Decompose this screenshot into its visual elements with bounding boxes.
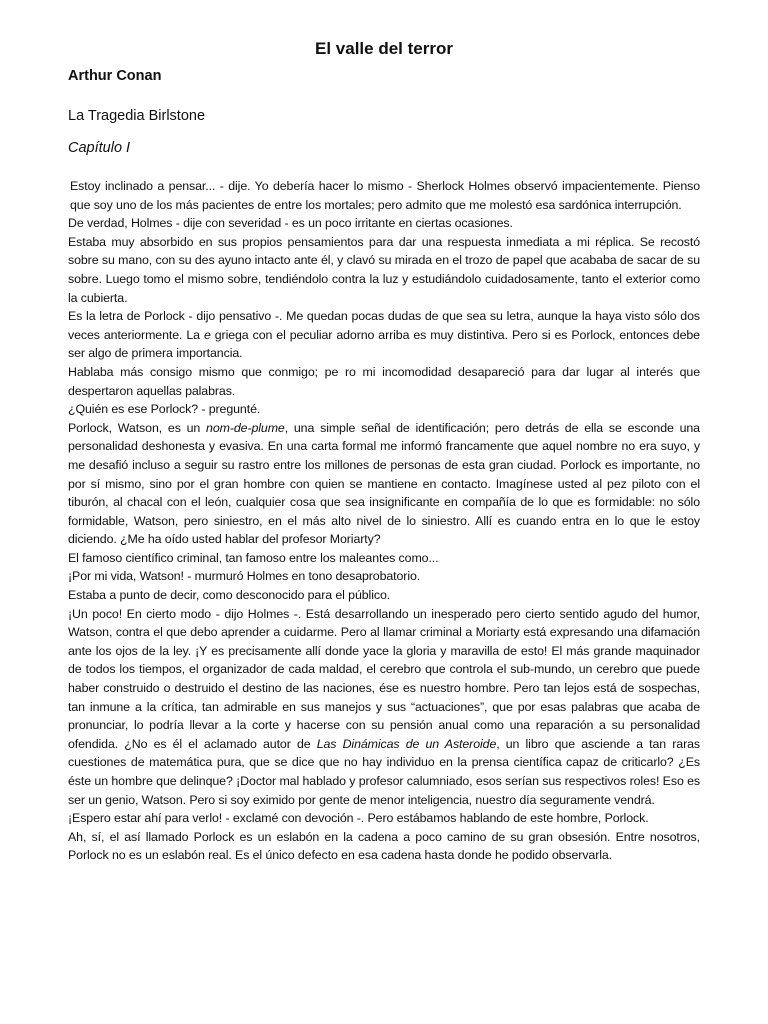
chapter-body	[68, 177, 700, 865]
document-title: El valle del terror	[315, 39, 453, 58]
paragraph: El famoso científico criminal, tan famoso entre los maleantes como...	[68, 550, 439, 565]
paragraph: Estaba muy absorbido en sus propios pensamientos para dar una respuesta inmediata a mi réplica. Se recostó sobre su mano, con su des ayuno intacto ante él, y clavó su mirada en el trozo de papel que acababa de sacar de su sobre. Luego tomo el mismo sobre, tendiéndolo contra la luz y estudiándolo cuidadosamente, tanto el exterior como la cubierta.	[68, 234, 700, 305]
paragraph: Estaba a punto de decir, como desconocido para el público.	[68, 588, 391, 603]
paragraph: Es la letra de Porlock - dijo pensativo -. Me quedan pocas dudas de que sea su letra, aunque la haya visto sólo dos veces anteriormente. La e griega con el peculiar adorno arriba es muy distintiva. Pero si es Porlock, entonces debe ser algo de primera importancia.	[68, 309, 700, 361]
paragraph: ¿Quién es ese Porlock? - pregunté.	[68, 402, 261, 417]
paragraph: Porlock, Watson, es un nom-de-plume, una simple señal de identificación; pero detrás de ella se esconde una personalidad deshonesta y evasiva. En una carta formal me informó francamente que aquel nombre no era suyo, y me desafió incluso a seguir su rastro entre los millones de personas de esta gran ciudad. Porlock es importante, no por sí mismo, sino por el gran hombre con quien se mantiene en contacto. Imagínese usted al pez piloto con el tiburón, al chacal con el león, cualquier cosa que sea insignificante en compañía de lo que es formidable: no sólo formidable, Watson, pero siniestro, en el más alto nivel de lo siniestro. Allí es cuando entra en lo que le estoy diciendo. ¿Me ha oído usted hablar del profesor Moriarty?	[68, 420, 700, 547]
paragraph: ¡Espero estar ahí para verlo! - exclamé con devoción -. Pero estábamos hablando de este hombre, Porlock.	[68, 811, 649, 826]
paragraph: Estoy inclinado a pensar... - dije. Yo debería hacer lo mismo - Sherlock Holmes observó impacientemente. Pienso que soy uno de los más pacientes de entre los mortales; pero admito que me molestó esa sardónica interrupción.	[70, 179, 700, 212]
paragraph: Hablaba más consigo mismo que conmigo; pe ro mi incomodidad desapareció para dar lugar al interés que despertaron aquellas palabras.	[68, 364, 700, 398]
chapter-heading: Capítulo I	[68, 140, 131, 156]
paragraph: Ah, sí, el así llamado Porlock es un eslabón en la cadena a poco camino de su gran obsesión. Entre nosotros, Porlock no es un eslabón real. Es el único defecto en esa cadena hasta donde he podido observarla.	[68, 829, 700, 863]
paragraph: ¡Por mi vida, Watson! - murmuró Holmes en tono desaprobatorio.	[68, 569, 421, 584]
author-name: Arthur Conan	[68, 68, 162, 84]
paragraph: ¡Un poco! En cierto modo - dijo Holmes -. Está desarrollando un inesperado pero cierto sentido agudo del humor, Watson, contra el que debo aprender a cuidarme. Pero al llamar criminal a Moriarty está expresando una difamación ante los ojos de la ley. ¡Y es precisamente allí donde yace la gloria y maravilla de esto! El más grande maquinador de todos los tiempos, el organizador de cada maldad, el cerebro que controla el sub-mundo, un cerebro que puede haber construido o destruido el destino de las naciones, ése es nuestro hombre. Pero tan lejos está de sospechas, tan inmune a la crítica, tan admirable en sus manejos y sus “actuaciones”, que por esas palabras que acaba de pronunciar, lo podría llevar a la corte y hacerse con su pensión anual como una reparación a su personalidad ofendida. ¿No es él el aclamado autor de Las Dinámicas de un Asteroide, un libro que asciende a tan raras cuestiones de matemática pura, que se dice que no hay individuo en la prensa científica capaz de criticarlo? ¿Es éste un hombre que delinque? ¡Doctor mal hablado y profesor calumniado, esos serían sus respectivos roles! Eso es ser un genio, Watson. Pero si soy eximido por gente de menor inteligencia, nuestro día seguramente vendrá.	[68, 606, 700, 807]
paragraph: De verdad, Holmes - dije con severidad - es un poco irritante en ciertas ocasiones.	[68, 216, 513, 231]
book-title: La Tragedia Birlstone	[68, 108, 206, 124]
